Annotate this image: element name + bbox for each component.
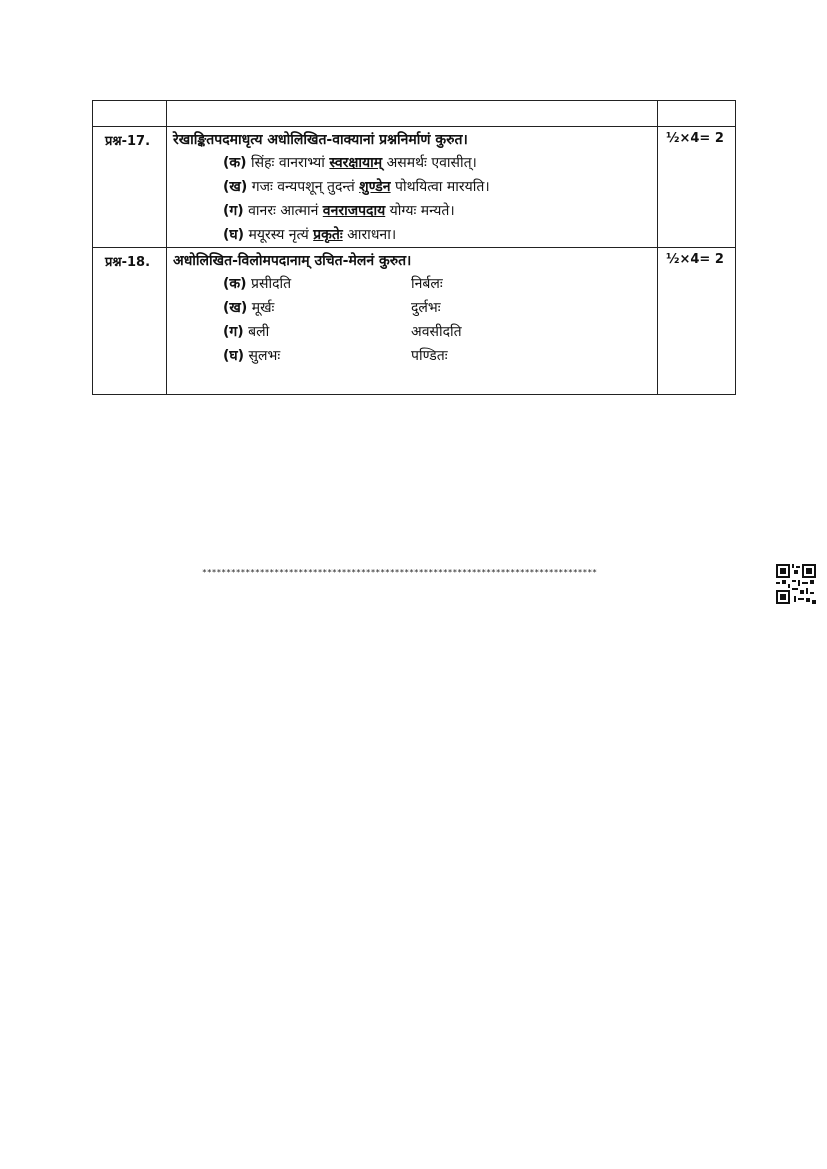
sentence-item — [167, 151, 657, 175]
question-18-row — [93, 248, 736, 395]
question-instruction: अधोलिखित-विलोमपदानाम् उचित-मेलनं कुरुत। — [173, 253, 412, 269]
sentence-text: वानरः आत्मानं — [248, 203, 323, 219]
match-left: बली — [248, 324, 270, 340]
item-label: (घ) — [223, 348, 245, 364]
sentence-text: पोथयित्वा मारयति। — [390, 179, 490, 195]
question-number: प्रश्न-18. — [93, 248, 167, 395]
item-label: (ख) — [223, 179, 248, 195]
item-label: (क) — [223, 155, 247, 171]
sentence-item — [167, 199, 657, 223]
sentence-text: आराधना। — [342, 227, 397, 243]
item-label: (ख) — [223, 300, 248, 316]
question-instruction: रेखाङ्कितपदमाधृत्य अधोलिखित-वाक्यानां प्रश्ननिर्माणं कुरुत। — [173, 132, 468, 148]
match-item — [167, 344, 657, 368]
match-right: पण्डितः — [411, 348, 448, 364]
empty-cell — [93, 101, 167, 127]
match-right: अवसीदति — [411, 324, 462, 340]
match-item — [167, 296, 657, 320]
item-label: (क) — [223, 276, 247, 292]
item-label: (ग) — [223, 203, 244, 219]
sentence-item — [167, 175, 657, 199]
qr-code-icon — [776, 564, 816, 604]
underlined-word: वनराजपदाय — [322, 203, 386, 219]
match-left: मूर्खः — [251, 300, 275, 316]
match-item — [167, 320, 657, 344]
table-header-row — [93, 101, 736, 127]
sentence-text: योग्यः मन्यते। — [385, 203, 455, 219]
sentence-text: सिंहः वानराभ्यां — [251, 155, 330, 171]
item-label: (घ) — [223, 227, 245, 243]
question-number: प्रश्न-17. — [93, 127, 167, 248]
question-marks: ½×4= 2 — [658, 127, 736, 248]
empty-cell — [167, 101, 658, 127]
sentence-text: असमर्थः एवासीत्। — [382, 155, 477, 171]
match-left: सुलभः — [248, 348, 281, 364]
sentence-text: मयूरस्य नृत्यं — [248, 227, 314, 243]
question-marks: ½×4= 2 — [658, 248, 736, 395]
empty-cell — [658, 101, 736, 127]
sentence-text: गजः वन्यपशून् तुदन्तं — [251, 179, 360, 195]
question-body — [167, 248, 658, 395]
match-item — [167, 272, 657, 296]
item-label: (ग) — [223, 324, 244, 340]
underlined-word: प्रकृतेः — [313, 227, 343, 243]
match-right: निर्बलः — [411, 276, 443, 292]
match-right: दुर्लभः — [411, 300, 441, 316]
question-body — [167, 127, 658, 248]
end-separator: ********************************************************************************** — [202, 568, 597, 577]
underlined-word: शुण्डेन — [359, 179, 391, 195]
match-left: प्रसीदति — [251, 276, 292, 292]
underlined-word: स्वरक्षायाम् — [329, 155, 383, 171]
sentence-item — [167, 223, 657, 247]
question-17-row — [93, 127, 736, 248]
questions-table — [92, 100, 736, 395]
